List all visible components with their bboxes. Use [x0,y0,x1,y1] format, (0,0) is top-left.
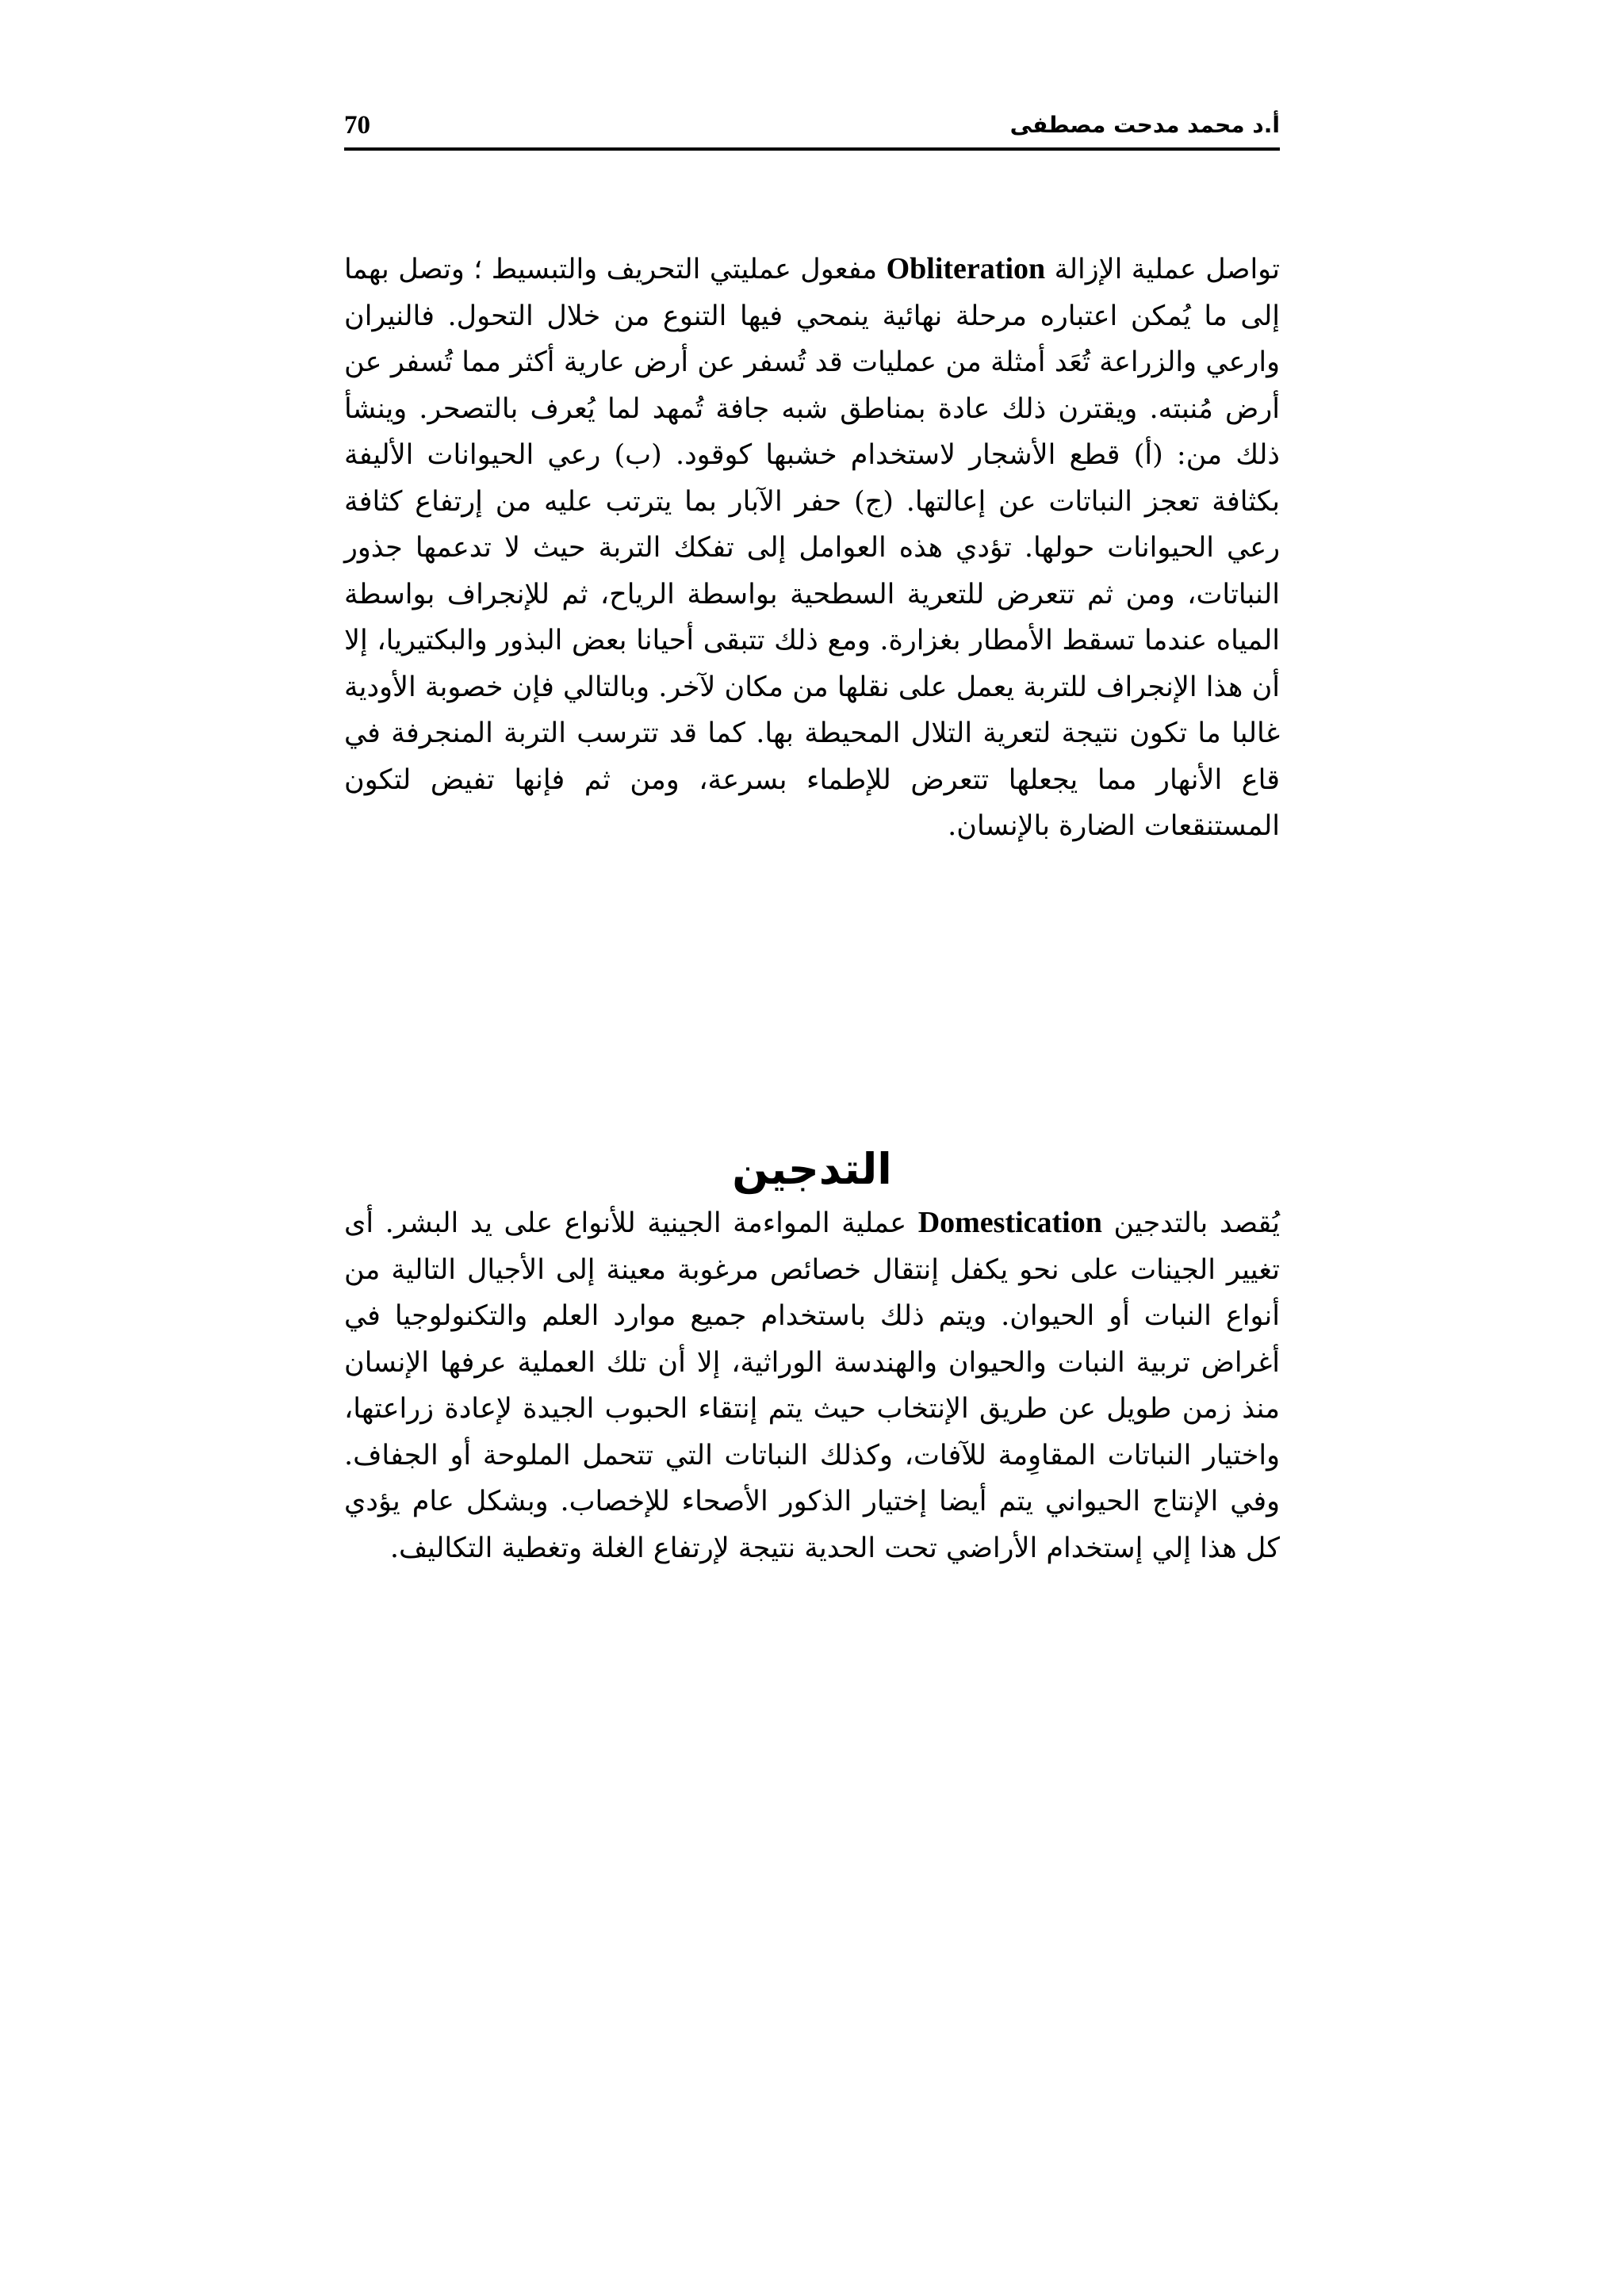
page-number: 70 [344,111,370,140]
paragraph-domestication [344,1200,1280,1571]
author-name: أ.د محمد مدحت مصطفى [1009,112,1280,138]
header-rule [344,147,1280,151]
paragraph-text: تواصل عملية الإزالة [1045,254,1281,285]
paragraph-text: مفعول عمليتي التحريف والتبسيط ؛ وتصل بهما إلى ما يُمكن اعتباره مرحلة نهائية ينمحي فيها التنوع من خلال التحول. فالنيران وارعي والزراعة تُعَد أمثلة من عمليات قد تُسفر عن أرض عارية أكثر مما تُسفر عن أرض مُنبته. ويقترن ذلك عادة بمناطق شبه جافة تُمهد لما يُعرف بالتصحر. وينشأ ذلك من: (أ) قطع الأشجار لاستخدام خشبها كوقود. (ب) رعي الحيوانات الأليفة بكثافة تعجز النباتات عن إعالتها. (ج) حفر الآبار بما يترتب عليه من إرتفاع كثافة رعي الحيوانات حولها. تؤدي هذه العوامل إلى تفكك التربة حيث لا تدعمها جذور النباتات، ومن ثم تتعرض للتعرية السطحية بواسطة الرياح، ثم للإنجراف بواسطة المياه عندما تسقط الأمطار بغزارة. ومع ذلك تتبقى أحيانا بعض البذور والبكتيريا، إلا أن هذا الإنجراف للتربة يعمل على نقلها من مكان لآخر. وبالتالي فإن خصوبة الأودية غالبا ما تكون نتيجة لتعرية التلال المحيطة بها. كما قد تترسب التربة المنجرفة في قاع الأنهار مما يجعلها تتعرض للإطماء بسرعة، ومن ثم فإنها تفيض لتكون المستنقعات الضارة بالإنسان. [344,254,1280,842]
paragraph-text: عملية المواءمة الجينية للأنواع على يد البشر. أى تغيير الجينات على نحو يكفل إنتقال خصائص مرغوبة معينة إلى الأجيال التالية من أنواع النبات أو الحيوان. ويتم ذلك باستخدام جميع موارد العلم والتكنولوجيا في أغراض تربية النبات والحيوان والهندسة الوراثية، إلا أن تلك العملية عرفها الإنسان منذ زمن طويل عن طريق الإنتخاب حيث يتم إنتقاء الحبوب الجيدة لإعادة زراعتها، واختيار النباتات المقاوِمة للآفات، وكذلك النباتات التي تتحمل الملوحة أو الجفاف. وفي الإنتاج الحيواني يتم أيضا إختيار الذكور الأصحاء للإخصاب. وبشكل عام يؤدي كل هذا إلي إستخدام الأراضي تحت الحدية نتيجة لإرتفاع الغلة وتغطية التكاليف. [344,1207,1280,1564]
term-domestication: Domestication [917,1206,1102,1239]
paragraph-obliteration [344,246,1280,850]
paragraph-text: يُقصد بالتدجين [1101,1207,1280,1239]
term-obliteration: Obliteration [886,252,1046,285]
running-header [344,101,1280,149]
section-heading: التدجين [732,1143,892,1194]
